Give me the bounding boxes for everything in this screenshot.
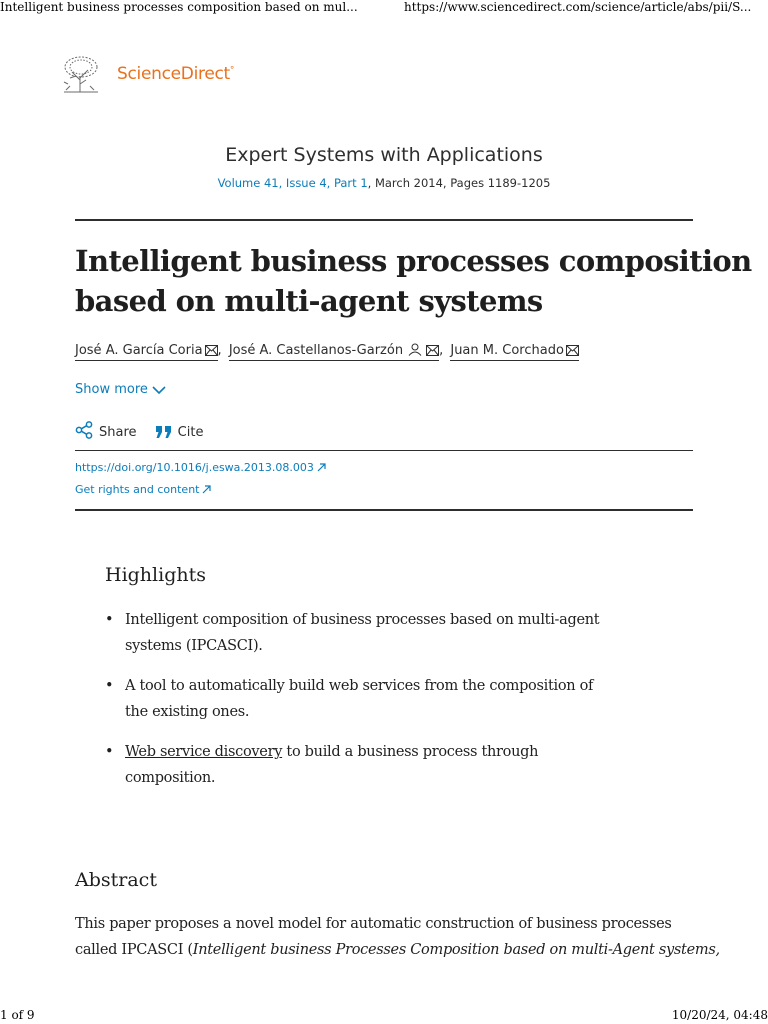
article-actions [75,421,217,440]
highlight-line: composition. [125,769,216,786]
bullet: • [105,744,114,760]
share-button[interactable] [75,421,137,440]
doi-link[interactable] [75,461,326,474]
logo-mark: ° [229,65,235,76]
show-more-label: Show more [75,382,148,397]
author-link[interactable] [75,343,218,361]
highlight-line: A tool to automatically build web services from the composition of [125,678,594,694]
quote-icon [155,425,172,439]
journal-title[interactable]: Expert Systems with Applications [225,144,543,166]
print-datetime: 10/20/24, 04:48 [671,1008,768,1022]
author-name: Juan M. Corchado [450,343,564,358]
bullet: • [105,612,114,628]
author-link[interactable] [450,343,579,361]
cite-button[interactable] [155,425,204,440]
doi-text: https://doi.org/10.1016/j.eswa.2013.08.003 [75,461,314,474]
author-link[interactable] [229,343,439,361]
journal-issue-link[interactable]: Volume 41, Issue 4, Part 1 [217,176,368,190]
author-name: José A. Castellanos-Garzón [228,343,404,358]
logo-wordmark: ScienceDirect [117,64,230,84]
external-link-icon [202,485,211,494]
journal-issue-details: , March 2014, Pages 1189-1205 [367,176,551,190]
elsevier-tree-icon[interactable] [60,54,102,94]
article-title-line-2: based on multi-agent systems [75,284,543,318]
cite-label: Cite [177,425,204,440]
show-more-button[interactable] [75,382,166,397]
print-footer [0,1008,768,1024]
web-service-discovery-link[interactable]: Web service discovery [125,744,283,760]
abstract-line: This paper proposes a novel model for automatic construction of business processes [75,916,672,932]
highlights-heading: Highlights [105,564,206,586]
share-label: Share [99,425,137,440]
highlight-line [125,740,605,766]
highlight-line: the existing ones. [125,703,250,720]
email-icon [426,345,439,356]
bullet: • [105,678,114,694]
share-icon [75,421,93,439]
abstract-line-italic: Intelligent business Processes Composition based on multi-Agent systems, [192,941,720,958]
highlights-list [105,608,605,806]
article-title [75,241,752,321]
header-divider [75,219,693,221]
rights-link[interactable] [75,483,211,496]
abstract-line [75,938,720,964]
author-list [75,343,579,363]
abstract-text [75,912,720,963]
list-item [105,608,605,659]
author-separator: , [217,343,222,358]
author-name: José A. García Coria [75,343,203,358]
list-item [105,740,605,791]
author-separator: , [439,343,444,358]
list-item [105,674,605,725]
highlight-line-rest: to build a business process through [282,744,539,760]
links-divider-top [75,450,693,451]
email-icon [566,345,579,356]
journal-meta [0,176,768,190]
sciencedirect-logo[interactable] [117,64,234,84]
highlight-line: systems (IPCASCI). [125,637,263,654]
person-icon [408,343,422,356]
external-link-icon [317,463,326,472]
page-number: 1 of 9 [0,1008,35,1022]
links-divider-bottom [75,509,693,511]
print-header-url: https://www.sciencedirect.com/science/article/abs/pii/S... [404,0,752,14]
abstract-heading: Abstract [75,869,157,891]
highlight-line: Intelligent composition of business processes based on multi-agent [125,612,600,628]
article-title-line-1: Intelligent business processes composition [75,244,752,278]
email-icon [205,345,218,356]
rights-text: Get rights and content [75,483,200,496]
chevron-down-icon [152,385,166,395]
print-header [0,0,768,16]
abstract-line-prefix: called IPCASCI ( [75,941,193,958]
print-header-title: Intelligent business processes composition based on mul... [0,0,358,14]
